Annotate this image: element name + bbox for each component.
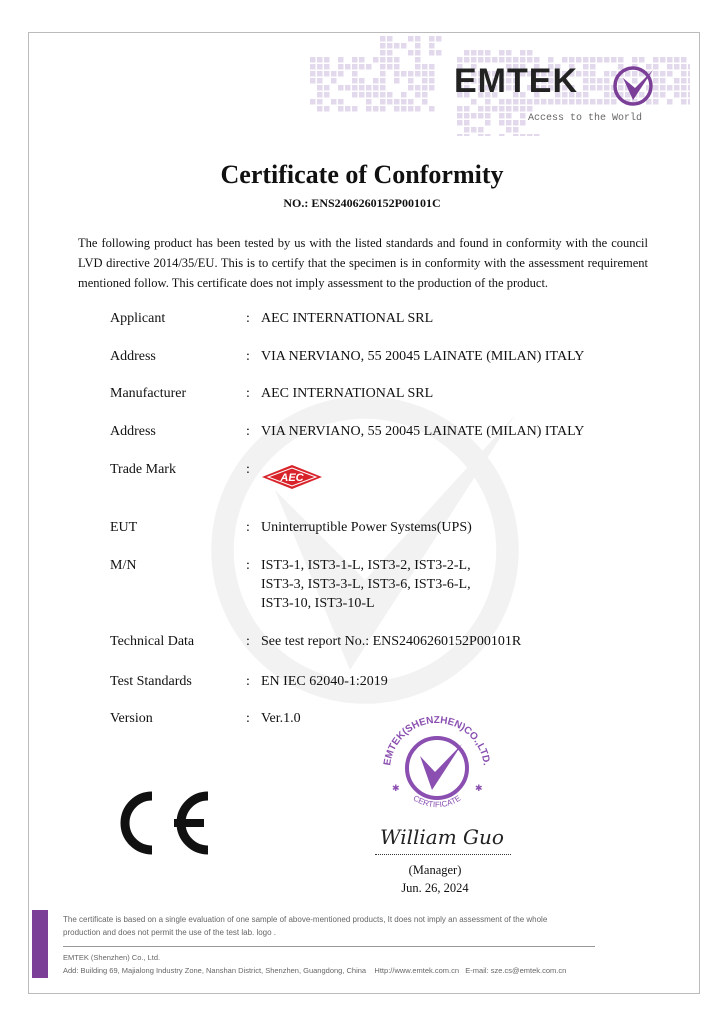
map-dot xyxy=(681,99,687,105)
map-dot xyxy=(401,43,407,49)
map-dot xyxy=(660,78,666,84)
map-dot xyxy=(310,71,316,77)
colon: : xyxy=(246,520,250,535)
map-dot xyxy=(401,99,407,105)
map-dot xyxy=(667,85,673,91)
map-dot xyxy=(317,57,323,63)
map-dot xyxy=(310,57,316,63)
map-dot xyxy=(499,113,505,119)
map-dot xyxy=(478,127,484,133)
map-dot xyxy=(590,64,596,70)
emtek-check-icon xyxy=(613,64,657,108)
map-dot xyxy=(422,92,428,98)
map-dot xyxy=(331,71,337,77)
map-dot xyxy=(408,36,414,42)
map-dot xyxy=(688,78,690,84)
map-dot xyxy=(590,78,596,84)
map-dot xyxy=(331,99,337,105)
field-value: Uninterruptible Power Systems(UPS) xyxy=(261,520,472,535)
stamp-ring-text: EMTEK(SHENZHEN)CO.,LTD. xyxy=(382,714,492,767)
map-dot xyxy=(464,50,470,56)
map-dot xyxy=(660,57,666,63)
map-dot xyxy=(394,106,400,112)
map-dot xyxy=(681,85,687,91)
field-value: Ver.1.0 xyxy=(261,711,301,726)
map-dot xyxy=(688,64,690,70)
map-dot xyxy=(338,85,344,91)
map-dot xyxy=(611,57,617,63)
map-dot xyxy=(660,85,666,91)
map-dot xyxy=(471,127,477,133)
map-dot xyxy=(338,99,344,105)
map-dot xyxy=(639,57,645,63)
map-dot xyxy=(338,106,344,112)
map-dot xyxy=(366,85,372,91)
map-dot xyxy=(506,120,512,126)
map-dot xyxy=(429,78,435,84)
map-dot xyxy=(380,36,386,42)
map-dot xyxy=(618,57,624,63)
map-dot xyxy=(415,57,421,63)
footer-company: EMTEK (Shenzhen) Co., Ltd. xyxy=(63,953,161,962)
map-dot xyxy=(380,106,386,112)
map-dot xyxy=(478,106,484,112)
map-dot xyxy=(415,43,421,49)
map-dot xyxy=(387,57,393,63)
map-dot xyxy=(415,64,421,70)
map-dot xyxy=(604,78,610,84)
map-dot xyxy=(317,92,323,98)
map-dot xyxy=(597,57,603,63)
map-dot xyxy=(499,134,505,136)
colon: : xyxy=(246,311,250,326)
map-dot xyxy=(520,120,526,126)
map-dot xyxy=(408,71,414,77)
map-dot xyxy=(485,106,491,112)
map-dot xyxy=(688,99,690,105)
map-dot xyxy=(387,64,393,70)
map-dot xyxy=(429,43,435,49)
colon: : xyxy=(246,424,250,439)
map-dot xyxy=(394,99,400,105)
map-dot xyxy=(527,106,533,112)
signer-role: (Manager) xyxy=(408,863,462,877)
map-dot xyxy=(660,71,666,77)
map-dot xyxy=(674,57,680,63)
colon: : xyxy=(246,386,250,401)
map-dot xyxy=(352,78,358,84)
map-dot xyxy=(604,92,610,98)
model-line: IST3-10, IST3-10-L xyxy=(261,596,375,611)
map-dot xyxy=(688,71,690,77)
map-dot xyxy=(380,71,386,77)
map-dot xyxy=(366,64,372,70)
map-dot xyxy=(359,78,365,84)
map-dot xyxy=(429,71,435,77)
map-dot xyxy=(590,71,596,77)
map-dot xyxy=(429,50,435,56)
map-dot xyxy=(583,71,589,77)
footer-disclaimer: production and does not permit the use of the test lab. logo . xyxy=(63,928,277,937)
map-dot xyxy=(366,99,372,105)
map-dot xyxy=(534,134,540,136)
map-dot xyxy=(478,50,484,56)
map-dot xyxy=(401,71,407,77)
field-label: EUT xyxy=(110,520,138,535)
map-dot xyxy=(352,71,358,77)
map-dot xyxy=(681,57,687,63)
field-value: VIA NERVIANO, 55 20045 LAINATE (MILAN) ITALY xyxy=(261,349,585,364)
map-dot xyxy=(338,57,344,63)
map-dot xyxy=(471,113,477,119)
map-dot xyxy=(415,50,421,56)
map-dot xyxy=(380,92,386,98)
stamp-bottom-text: CERTIFICATE xyxy=(411,793,463,810)
issue-date: Jun. 26, 2024 xyxy=(401,881,469,895)
footer-divider xyxy=(63,946,595,947)
map-dot xyxy=(464,113,470,119)
map-dot xyxy=(373,57,379,63)
map-dot xyxy=(506,106,512,112)
map-dot xyxy=(317,106,323,112)
map-dot xyxy=(387,43,393,49)
map-dot xyxy=(429,85,435,91)
field-label: Technical Data xyxy=(110,634,195,649)
map-dot xyxy=(408,78,414,84)
map-dot xyxy=(527,50,533,56)
map-dot xyxy=(324,64,330,70)
map-dot xyxy=(380,85,386,91)
map-dot xyxy=(604,71,610,77)
map-dot xyxy=(380,57,386,63)
map-dot xyxy=(317,85,323,91)
map-dot xyxy=(499,120,505,126)
map-dot xyxy=(394,78,400,84)
map-dot xyxy=(485,50,491,56)
map-dot xyxy=(345,85,351,91)
map-dot xyxy=(324,57,330,63)
footer-disclaimer: The certificate is based on a single evaluation of one sample of above-mentioned products, It does not imply an assessment of the whole xyxy=(63,915,548,924)
map-dot xyxy=(513,120,519,126)
map-dot xyxy=(520,106,526,112)
map-dot xyxy=(499,50,505,56)
map-dot xyxy=(506,113,512,119)
map-dot xyxy=(324,71,330,77)
map-dot xyxy=(408,99,414,105)
field-label: Applicant xyxy=(110,311,166,326)
map-dot xyxy=(506,127,512,133)
map-dot xyxy=(317,99,323,105)
map-dot xyxy=(415,36,421,42)
map-dot xyxy=(597,78,603,84)
map-dot xyxy=(422,78,428,84)
certificate-number: NO.: ENS2406260152P00101C xyxy=(283,196,441,210)
colon: : xyxy=(246,349,250,364)
signature xyxy=(375,818,505,854)
map-dot xyxy=(583,64,589,70)
map-dot xyxy=(681,92,687,98)
map-dot xyxy=(436,36,442,42)
map-dot xyxy=(387,99,393,105)
map-dot xyxy=(359,85,365,91)
map-dot xyxy=(604,99,610,105)
map-dot xyxy=(394,71,400,77)
map-dot xyxy=(464,120,470,126)
map-dot xyxy=(667,64,673,70)
field-value: VIA NERVIANO, 55 20045 LAINATE (MILAN) ITALY xyxy=(261,424,585,439)
field-label: Version xyxy=(110,711,153,726)
map-dot xyxy=(380,78,386,84)
map-dot xyxy=(604,85,610,91)
map-dot xyxy=(324,92,330,98)
field-label: M/N xyxy=(110,558,137,573)
map-dot xyxy=(394,57,400,63)
map-dot xyxy=(324,85,330,91)
map-dot xyxy=(422,64,428,70)
field-value xyxy=(261,556,471,613)
trademark-text: AEC xyxy=(280,472,304,484)
colon: : xyxy=(246,558,250,573)
map-dot xyxy=(338,64,344,70)
map-dot xyxy=(373,78,379,84)
map-dot xyxy=(681,64,687,70)
map-dot xyxy=(352,106,358,112)
map-dot xyxy=(366,92,372,98)
map-dot xyxy=(632,57,638,63)
map-dot xyxy=(597,99,603,105)
map-dot xyxy=(401,92,407,98)
map-dot xyxy=(485,120,491,126)
map-dot xyxy=(387,92,393,98)
map-dot xyxy=(373,106,379,112)
map-dot xyxy=(653,57,659,63)
map-dot xyxy=(352,57,358,63)
map-dot xyxy=(457,120,463,126)
tagline: Access to the World xyxy=(528,113,643,124)
map-dot xyxy=(583,57,589,63)
map-dot xyxy=(359,57,365,63)
map-dot xyxy=(345,106,351,112)
map-dot xyxy=(471,50,477,56)
svg-text:✱: ✱ xyxy=(475,783,483,793)
intro-paragraph: The following product has been tested by us with the listed standards and found in conformity with the council LVD directive 2014/35/EU. This is to certify that the specimen is in conformity with the assessment requirement mentioned follow. This certificate does not imply assessment to the production of the product. xyxy=(78,236,648,290)
map-dot xyxy=(317,64,323,70)
map-dot xyxy=(457,106,463,112)
map-dot xyxy=(667,57,673,63)
map-dot xyxy=(478,134,484,136)
map-dot xyxy=(408,85,414,91)
svg-text:✱: ✱ xyxy=(392,783,400,793)
map-dot xyxy=(415,71,421,77)
field-value: AEC INTERNATIONAL SRL xyxy=(261,311,434,326)
model-line: IST3-1, IST3-1-L, IST3-2, IST3-2-L, xyxy=(261,558,471,573)
map-dot xyxy=(408,50,414,56)
colon: : xyxy=(246,462,250,477)
map-dot xyxy=(583,92,589,98)
map-dot xyxy=(681,71,687,77)
map-dot xyxy=(478,113,484,119)
map-dot xyxy=(422,71,428,77)
map-dot xyxy=(583,85,589,91)
map-dot xyxy=(590,57,596,63)
map-dot xyxy=(352,85,358,91)
field-value: AEC INTERNATIONAL SRL xyxy=(261,386,434,401)
map-dot xyxy=(485,134,491,136)
map-dot xyxy=(422,85,428,91)
map-dot xyxy=(352,64,358,70)
field-value: EN IEC 62040-1:2019 xyxy=(261,674,388,689)
map-dot xyxy=(513,106,519,112)
map-dot xyxy=(457,134,463,136)
map-dot xyxy=(520,113,526,119)
map-dot xyxy=(415,85,421,91)
field-value: See test report No.: ENS2406260152P00101R xyxy=(261,634,522,649)
map-dot xyxy=(604,57,610,63)
map-dot xyxy=(429,64,435,70)
map-dot xyxy=(310,78,316,84)
map-dot xyxy=(317,78,323,84)
footer-address: Add: Building 69, Majialong Industry Zone, Nanshan District, Shenzhen, Guangdong, China Http://www.emtek.com.cn E-mail: sze.cs@emtek.com.cn xyxy=(63,966,567,975)
map-dot xyxy=(667,99,673,105)
map-dot xyxy=(506,50,512,56)
map-dot xyxy=(429,106,435,112)
map-dot xyxy=(429,36,435,42)
map-dot xyxy=(674,78,680,84)
map-dot xyxy=(366,106,372,112)
colon: : xyxy=(246,634,250,649)
map-dot xyxy=(338,71,344,77)
field-label: Trade Mark xyxy=(110,462,176,477)
map-dot xyxy=(324,106,330,112)
map-dot xyxy=(464,127,470,133)
map-dot xyxy=(359,64,365,70)
map-dot xyxy=(464,106,470,112)
map-dot xyxy=(422,99,428,105)
map-dot xyxy=(380,99,386,105)
map-dot xyxy=(674,64,680,70)
model-line: IST3-3, IST3-3-L, IST3-6, IST3-6-L, xyxy=(261,577,471,592)
company-stamp xyxy=(372,708,502,818)
map-dot xyxy=(688,92,690,98)
map-dot xyxy=(380,43,386,49)
map-dot xyxy=(513,127,519,133)
map-dot xyxy=(387,36,393,42)
map-dot xyxy=(464,134,470,136)
map-dot xyxy=(583,99,589,105)
map-dot xyxy=(408,106,414,112)
map-dot xyxy=(331,78,337,84)
map-dot xyxy=(485,113,491,119)
field-label: Address xyxy=(110,424,156,439)
map-dot xyxy=(590,85,596,91)
map-dot xyxy=(380,64,386,70)
map-dot xyxy=(310,99,316,105)
emtek-logo: EMTEK xyxy=(454,62,578,100)
map-dot xyxy=(415,106,421,112)
map-dot xyxy=(345,64,351,70)
signature-line xyxy=(375,854,511,855)
map-dot xyxy=(380,50,386,56)
map-dot xyxy=(688,85,690,91)
map-dot xyxy=(359,92,365,98)
map-dot xyxy=(527,134,533,136)
map-dot xyxy=(681,78,687,84)
map-dot xyxy=(457,113,463,119)
map-dot xyxy=(667,71,673,77)
colon: : xyxy=(246,674,250,689)
map-dot xyxy=(674,92,680,98)
map-dot xyxy=(373,85,379,91)
svg-text:William Guo: William Guo xyxy=(380,825,504,849)
map-dot xyxy=(401,106,407,112)
field-label: Test Standards xyxy=(110,674,192,689)
map-dot xyxy=(317,71,323,77)
field-label: Manufacturer xyxy=(110,386,187,401)
page-title: Certificate of Conformity xyxy=(220,160,504,189)
map-dot xyxy=(394,43,400,49)
map-dot xyxy=(436,50,442,56)
map-dot xyxy=(674,85,680,91)
map-dot xyxy=(583,78,589,84)
map-dot xyxy=(394,64,400,70)
footer-accent-bar xyxy=(32,910,48,978)
map-dot xyxy=(373,92,379,98)
map-dot xyxy=(492,106,498,112)
map-dot xyxy=(660,92,666,98)
map-dot xyxy=(513,134,519,136)
map-dot xyxy=(352,92,358,98)
map-dot xyxy=(520,50,526,56)
map-dot xyxy=(310,64,316,70)
ce-mark xyxy=(108,788,213,858)
colon: : xyxy=(246,711,250,726)
map-dot xyxy=(590,99,596,105)
map-dot xyxy=(415,92,421,98)
field-label: Address xyxy=(110,349,156,364)
map-dot xyxy=(499,106,505,112)
aec-trademark-logo xyxy=(261,464,323,490)
map-dot xyxy=(597,85,603,91)
map-dot xyxy=(387,50,393,56)
map-dot xyxy=(520,134,526,136)
